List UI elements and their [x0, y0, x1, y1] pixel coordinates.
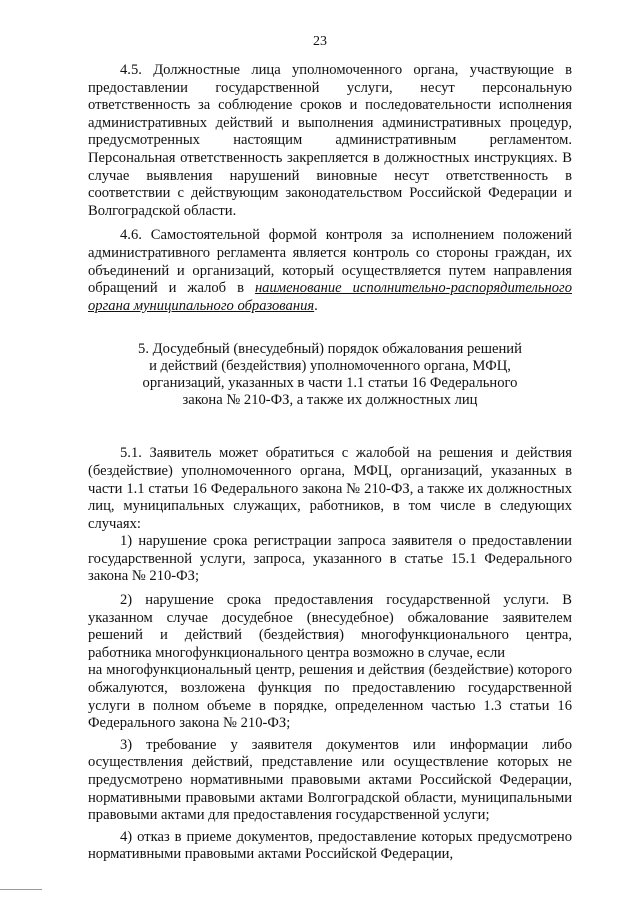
- paragraph-5-1: 5.1. Заявитель может обратиться с жалобой на решения и действия (бездействие) уполномоченного органа, МФЦ, организаций, указанных в части 1.1 статьи 16 Федерального закона № 210-ФЗ, а также их должностных лиц, муниципальных служащих, работников, в том числе в следующих случаях:: [88, 445, 572, 532]
- paragraph-4-6-end: .: [314, 297, 318, 314]
- section-5-heading-line: закона № 210-ФЗ, а также их должностных лиц: [182, 392, 478, 409]
- section-5-heading-line: и действий (бездействия) уполномоченного органа, МФЦ,: [149, 358, 511, 375]
- list-item-2: 2) нарушение срока предоставления государственной услуги. В указанном случае досудебное (внесудебное) обжалование заявителем решений и действий (бездействия) многофункционального центра, работника многофункционального центра возможно в случае, если: [88, 592, 572, 661]
- paragraph-4-6: [88, 227, 572, 315]
- paragraph-4-5: 4.5. Должностные лица уполномоченного органа, участвующие в предоставлении государственной услуги, несут персональную ответственность за соблюдение сроков и последовательности исполнения административных действий и выполнения административных процедур, предусмотренных настоящим административным регламентом. Персональная ответственность закрепляется в должностных инструкциях. В случае выявления нарушений виновные несут ответственность в соответствии с действующим законодательством Российской Федерации и Волгоградской области.: [88, 62, 572, 219]
- list-item-2-continued: на многофункциональный центр, решения и действия (бездействие) которого обжалуются, возложена функция по предоставлению государственной услуги в полном объеме в порядке, определенном частью 1.3 статьи 16 Федерального закона № 210-ФЗ;: [88, 662, 572, 732]
- section-5-heading-line: 5. Досудебный (внесудебный) порядок обжалования решений: [138, 341, 522, 358]
- paragraph-4-6-text: 4.6. Самостоятельной формой контроля за исполнением положений административного регламента является контроль со стороны граждан, их объединений и организаций, который осуществляется путем направления обращений и жалоб в: [88, 227, 572, 297]
- placeholder-authority-name: наименование исполнительно-распорядительного органа муниципального образования: [88, 280, 572, 314]
- section-5-heading: [118, 341, 542, 409]
- margin-line: [0, 889, 42, 890]
- list-item-4: 4) отказ в приеме документов, предоставление которых предусмотрено нормативными правовыми актами Российской Федерации,: [88, 828, 572, 863]
- list-item-1: 1) нарушение срока регистрации запроса заявителя о предоставлении государственной услуги, запроса, указанного в статье 15.1 Федерального закона № 210-ФЗ;: [88, 533, 572, 585]
- section-5-heading-line: организаций, указанных в части 1.1 статьи 16 Федерального: [142, 375, 518, 392]
- list-item-3: 3) требование у заявителя документов или информации либо осуществления действий, представление или осуществление которых не предусмотрено нормативными правовыми актами Российской Федерации, нормативными правовыми актами Волгоградской области, муниципальными правовыми актами для предоставления государственной услуги;: [88, 736, 572, 824]
- document-body: [88, 62, 572, 864]
- page-number: 23: [313, 34, 327, 49]
